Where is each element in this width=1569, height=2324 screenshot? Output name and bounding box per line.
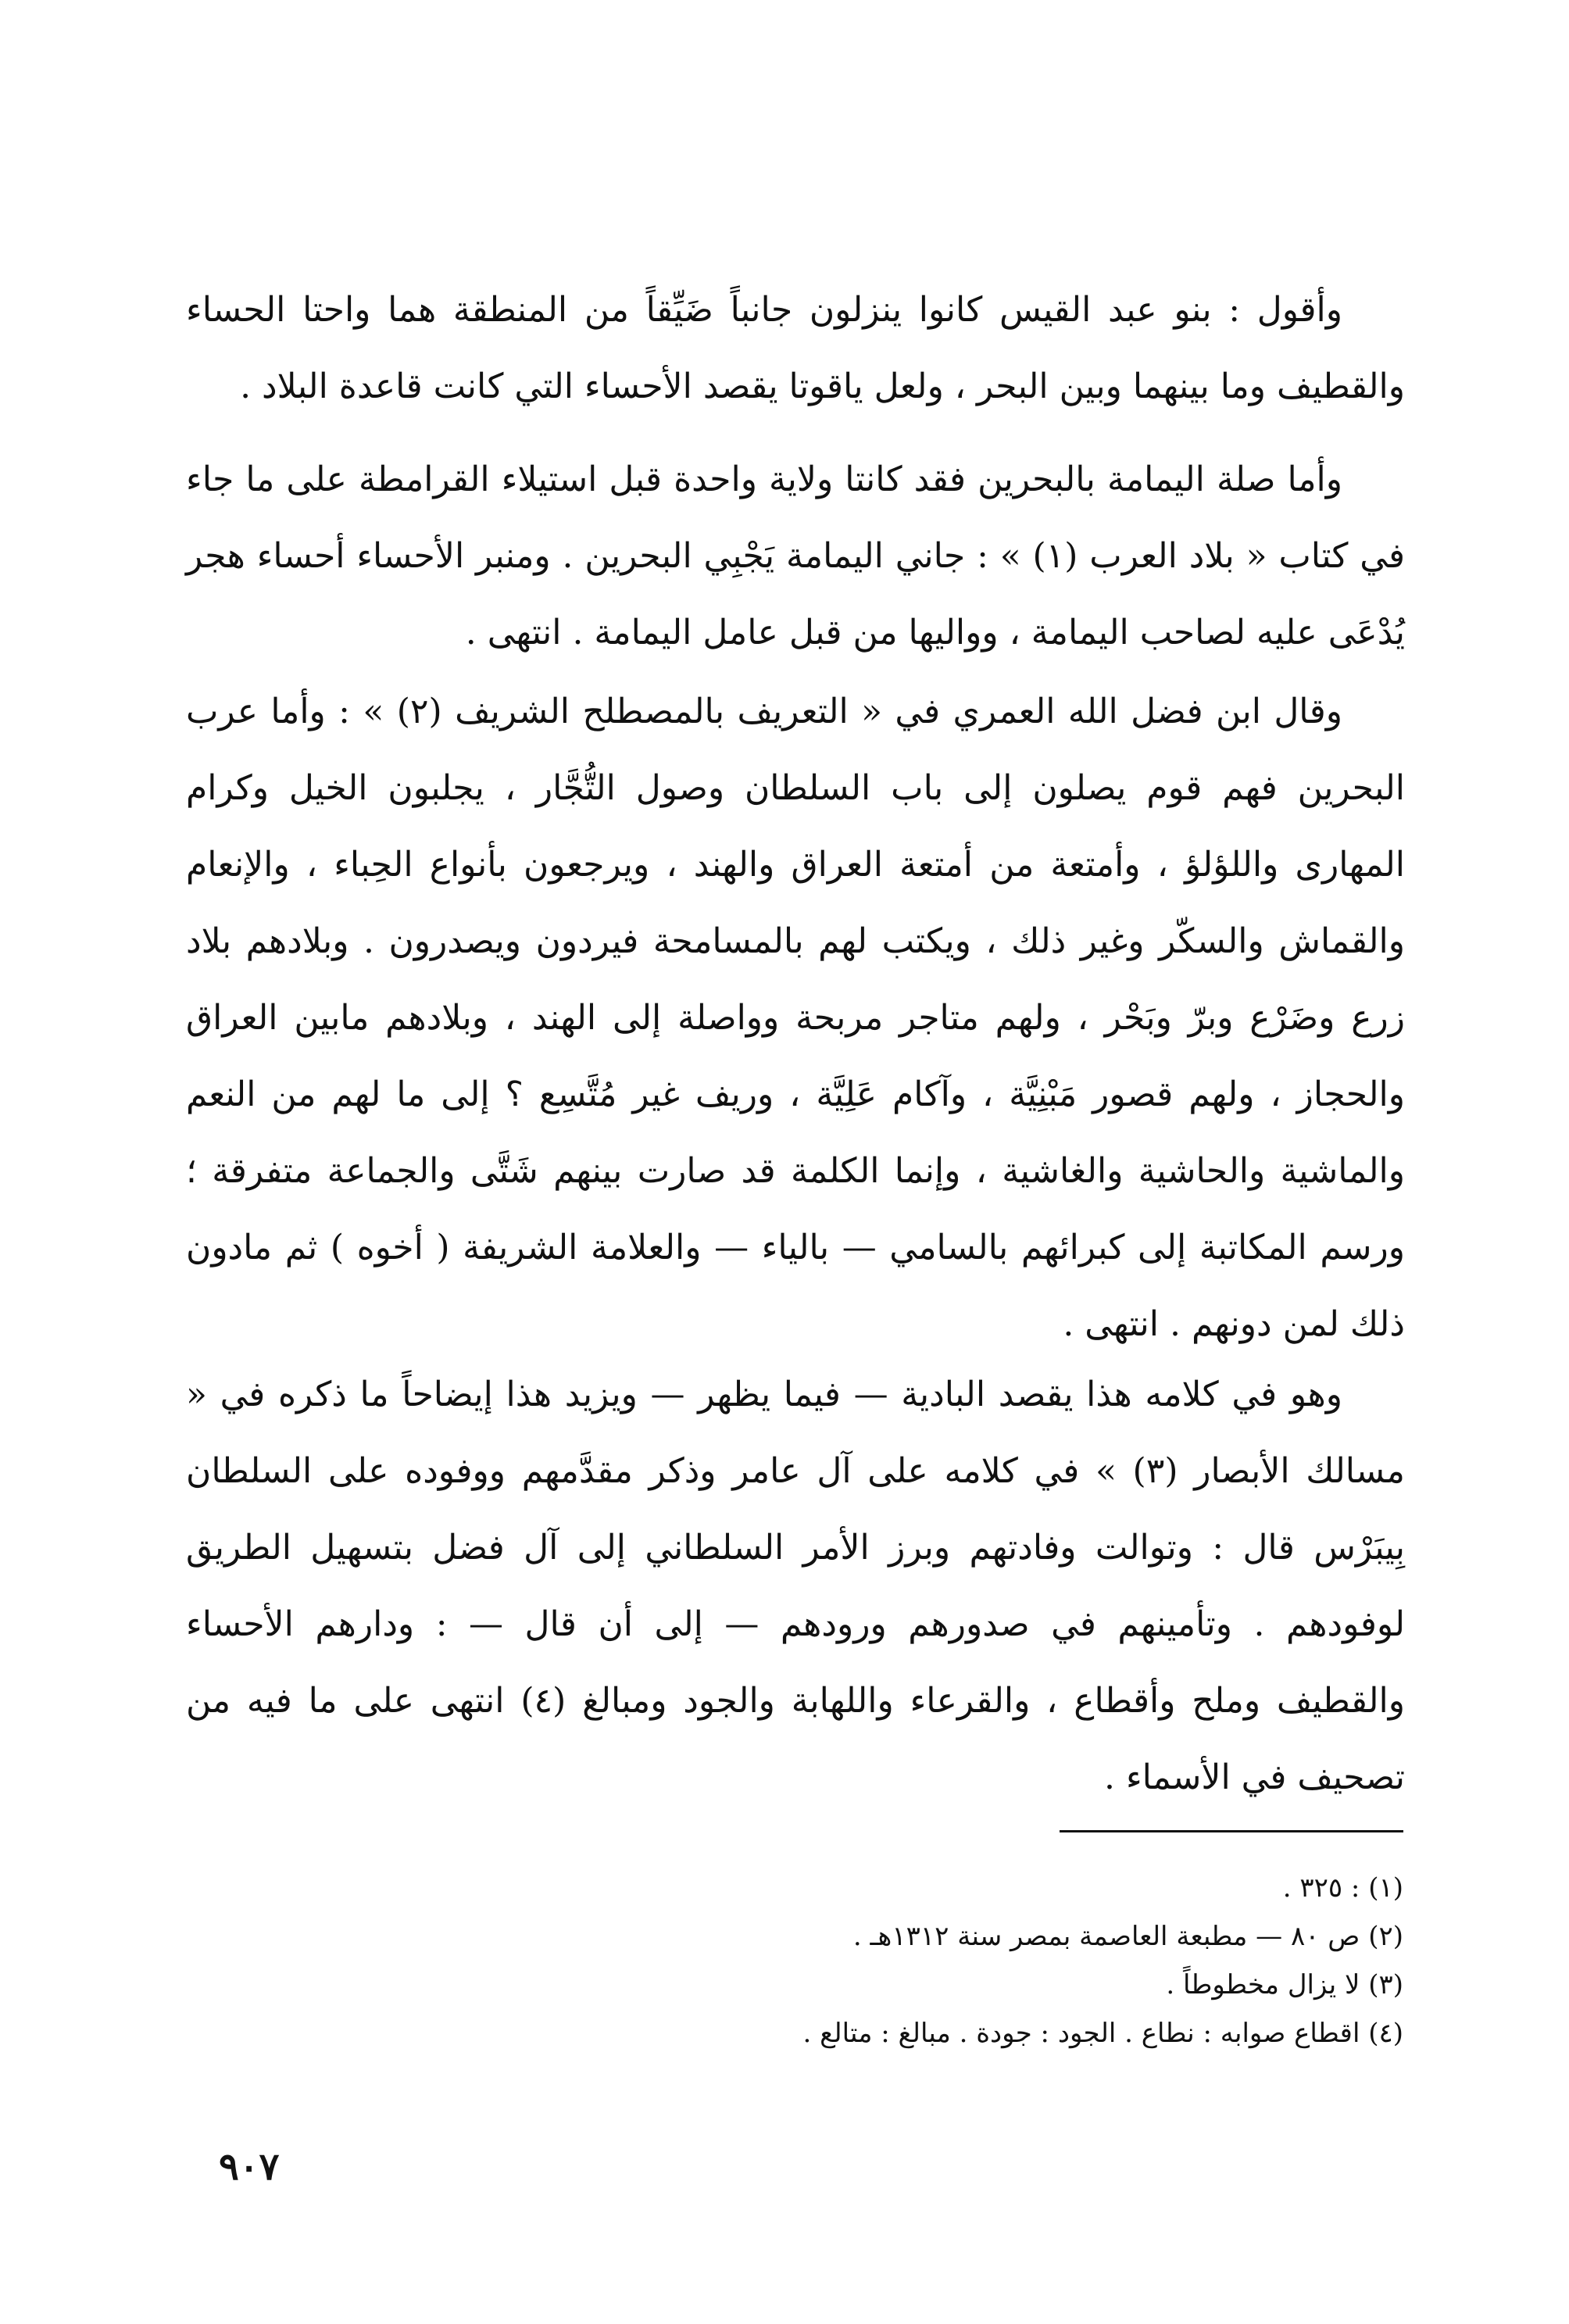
paragraph-4: وهو في كلامه هذا يقصد البادية — فيما يظهر — ويزيد هذا إيضاحاً ما ذكره في « مسالك الأبصار (٣) » في كلامه على آل عامر وذكر مقدَّمهم ووفوده على السلطان بِيبَرْس قال : وتوالت وفادتهم وبرز الأمر السلطاني إلى آل فضل بتسهيل الطريق لوفودهم . وتأمينهم في صدورهم ورودهم — إلى أن قال — : ودارهم الأحساء والقطيف وملح وأقطاع ، والقرعاء واللهابة والجود ومبالغ (٤) انتهى على ما فيه من تصحيف في الأسماء .: [186, 1375, 1405, 1797]
paragraph-1: وأقول : بنو عبد القيس كانوا ينزلون جانباً ضَيِّقاً من المنطقة هما واحتا الحساء والقطيف وما بينهما وبين البحر ، ولعل ياقوتا يقصد الأحساء التي كانت قاعدة البلاد .: [186, 290, 1405, 406]
page-number: ٩٠٧: [219, 2145, 280, 2189]
footnote-divider: [1060, 1830, 1403, 1832]
footnotes: [469, 1864, 1403, 2058]
footnote-4: (٤) اقطاع صوابه : نطاع . الجود : جودة . مبالغ : متالع .: [802, 2018, 1403, 2049]
footnote-1: (١) : ٣٢٥ .: [1282, 1872, 1403, 1904]
paragraph-3: وقال ابن فضل الله العمري في « التعريف بالمصطلح الشريف (٢) » : وأما عرب البحرين فهم قوم يصلون إلى باب السلطان وصول التُّجَّار ، يجلبون الخيل وكرام المهارى واللؤلؤ ، وأمتعة من أمتعة العراق والهند ، ويرجعون بأنواع الحِباء ، والإنعام والقماش والسكّر وغير ذلك ، ويكتب لهم بالمسامحة فيردون ويصدرون . وبلادهم بلاد زرع وضَرْع وبرّ وبَحْر ، ولهم متاجر مربحة وواصلة إلى الهند ، وبلادهم مابين العراق والحجاز ، ولهم قصور مَبْنِيَّة ، وآكام عَلِيَّة ، وريف غير مُتَّسِع ؟ إلى ما لهم من النعم والماشية والحاشية والغاشية ، وإنما الكلمة قد صارت بينهم شَتَّى والجماعة متفرقة ؛ ورسم المكاتبة إلى كبرائهم بالسامي — بالياء — والعلامة الشريفة ( أخوه ) ثم مادون ذلك لمن دونهم . انتهى .: [186, 692, 1405, 1344]
footnote-2: (٢) ص ٨٠ — مطبعة العاصمة بمصر سنة ١٣١٢هـ .: [852, 1921, 1403, 1952]
footnote-3: (٣) لا يزال مخطوطاً .: [1166, 1969, 1403, 2000]
paragraph-2: وأما صلة اليمامة بالبحرين فقد كانتا ولاية واحدة قبل استيلاء القرامطة على ما جاء في كتاب « بلاد العرب (١) » : جاني اليمامة يَجْبِي البحرين . ومنبر الأحساء أحساء هجر يُدْعَى عليه لصاحب اليمامة ، وواليها من قبل عامل اليمامة . انتهى .: [186, 459, 1405, 653]
main-text: [186, 0, 1405, 1797]
